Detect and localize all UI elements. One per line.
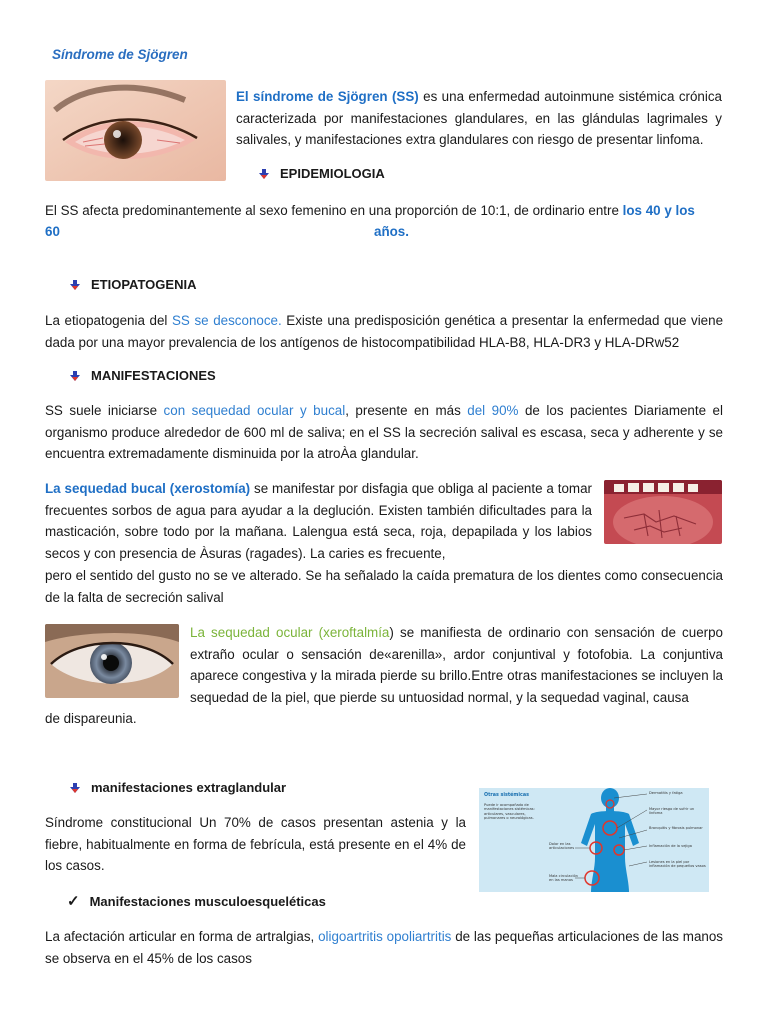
epi-paragraph bbox=[45, 200, 723, 222]
section-extraglandular bbox=[69, 780, 286, 795]
manif-highlight-1: con sequedad ocular y bucal bbox=[163, 403, 346, 418]
manif-text-3: de los pacientes Diariamente el organismo produce alrededor de 600 ml de saliva; en el SS la secreción salival es escasa, seca y adherente y se encuentra extremadamente disminuida por la atroÀa glandular. bbox=[45, 403, 723, 461]
page-title: Síndrome de Sjögren bbox=[52, 47, 188, 62]
intro-text: es una enfermedad autoinmune sistémica crónica caracterizada por manifestaciones glandulares, en las glándulas lagrimales y salivales, y manifestaciones extra glandulares con riesgo de presentar linfoma. bbox=[236, 89, 722, 147]
intro-highlight: El síndrome de Sjögren (SS) bbox=[236, 89, 419, 104]
body-diagram bbox=[479, 788, 709, 892]
checkmark-icon: ✓ bbox=[67, 893, 80, 910]
section-manifestaciones bbox=[69, 368, 216, 383]
intro-paragraph bbox=[236, 86, 722, 151]
section-musculo-label: Manifestaciones musculoesqueléticas bbox=[89, 893, 326, 909]
musculo-paragraph bbox=[45, 926, 723, 969]
dry-eye-image bbox=[45, 624, 179, 698]
arrow-bullet-icon bbox=[258, 168, 270, 180]
diagram-label: Mala circulación en las manos bbox=[549, 874, 578, 883]
manif-paragraph bbox=[45, 400, 723, 465]
etio-text-1: La etiopatogenia del bbox=[45, 313, 172, 328]
bucal-highlight: La sequedad bucal (xerostomía) bbox=[45, 481, 251, 496]
ocular-highlight: La sequedad ocular (xeroftalmía bbox=[190, 625, 390, 640]
arrow-bullet-icon bbox=[69, 370, 81, 382]
section-musculoesqueleticas bbox=[67, 892, 326, 910]
epi-text: El SS afecta predominantemente al sexo femenino en una proporción de 10:1, de ordinario entre bbox=[45, 203, 623, 218]
etio-text-2: Existe una predisposición genética a presentar la enfermedad que viene dada por una mayor prevalencia de los antígenos de histocompatibilidad HLA-B8, HLA-DR3 y HLA-DRw52 bbox=[45, 313, 724, 350]
arrow-bullet-icon bbox=[69, 279, 81, 291]
diagram-intro: Puede ir acompañado de manifestaciones sistémicas: articulares, vasculares, pulmonares o neurológicas. bbox=[484, 803, 535, 821]
diagram-label: Mayor riesgo de sufrir un linfoma bbox=[649, 807, 695, 815]
bucal-text-2: pero el sentido del gusto no se ve alterado. Se ha señalado la caída prematura de los dientes como consecuencia de la falta de secreción salival bbox=[45, 568, 723, 605]
bucal-text-1: se manifestar por disfagia que obliga al paciente a tomar frecuentes sorbos de agua para ayudar a la deglución. Existen también dificultades para la masticación, sobre todo por la mañana. Lalengua está seca, roja, depapilada y los labios secos y con presencia de Àsuras (ragades). La caries es frecuente, bbox=[45, 481, 592, 561]
diagram-label: Lesiones en la piel por inflamación de pequeños vasos bbox=[649, 860, 706, 869]
diagram-label: Dolor en las articulaciones bbox=[549, 842, 575, 851]
diagram-label: Bronquitis y fibrosis pulmonar bbox=[649, 826, 703, 830]
epi-highlight-1: los 40 y los bbox=[622, 203, 695, 218]
diagram-label: Inflamación de la vejiga bbox=[649, 844, 692, 848]
musculo-text-1: La afectación articular en forma de artralgias, bbox=[45, 929, 319, 944]
bucal-paragraph-2 bbox=[45, 565, 723, 608]
etio-highlight: SS se desconoce. bbox=[172, 313, 282, 328]
section-extraglandular-label: manifestaciones extraglandular bbox=[91, 780, 287, 795]
section-etiopatogenia-label: ETIOPATOGENIA bbox=[91, 277, 197, 292]
section-manifestaciones-label: MANIFESTACIONES bbox=[91, 368, 216, 383]
epi-line-2 bbox=[45, 221, 723, 243]
ocular-paragraph-2 bbox=[45, 708, 137, 730]
red-eye-image bbox=[45, 80, 226, 181]
musculo-text-2: de las pequeñas articulaciones de las manos se observa en el 45% de los casos bbox=[45, 929, 723, 966]
etio-paragraph bbox=[45, 310, 723, 353]
diagram-label: Dermatitis y fatiga bbox=[649, 791, 683, 795]
extra-paragraph bbox=[45, 812, 466, 877]
section-etiopatogenia bbox=[69, 277, 196, 292]
section-epidemiologia bbox=[258, 166, 385, 181]
ocular-text-1: ) se manifiesta de ordinario con sensación de cuerpo extraño ocular o sensación de«arenilla», ardor conjuntival y fotofobia. La conjuntiva aparece congestiva y la mirada pierde su brillo.Entre otras manifestaciones se incluyen la sequedad de la piel, que pierde su untuosidad normal, y la sequedad vaginal, causa bbox=[190, 625, 724, 705]
section-epidemiologia-label: EPIDEMIOLOGIA bbox=[280, 166, 385, 181]
ocular-paragraph bbox=[190, 622, 723, 708]
epi-highlight-2: 60 bbox=[45, 224, 60, 239]
manif-highlight-2: del 90% bbox=[467, 403, 519, 418]
diagram-heading: Otras sistémicas bbox=[484, 793, 529, 798]
arrow-bullet-icon bbox=[69, 782, 81, 794]
ocular-text-2: de dispareunia. bbox=[45, 711, 137, 726]
manif-text-1: SS suele iniciarse bbox=[45, 403, 164, 418]
manif-text-2: , presente en más bbox=[345, 403, 468, 418]
musculo-highlight: oligoartritis opoliartritis bbox=[318, 929, 452, 944]
dry-tongue-image bbox=[604, 480, 722, 544]
epi-highlight-3: años. bbox=[374, 224, 409, 239]
bucal-paragraph bbox=[45, 478, 592, 564]
extra-text: Síndrome constitucional Un 70% de casos presentan astenia y la fiebre, habitualmente en forma de febrícula, está presente en el 4% de los casos. bbox=[45, 815, 466, 873]
